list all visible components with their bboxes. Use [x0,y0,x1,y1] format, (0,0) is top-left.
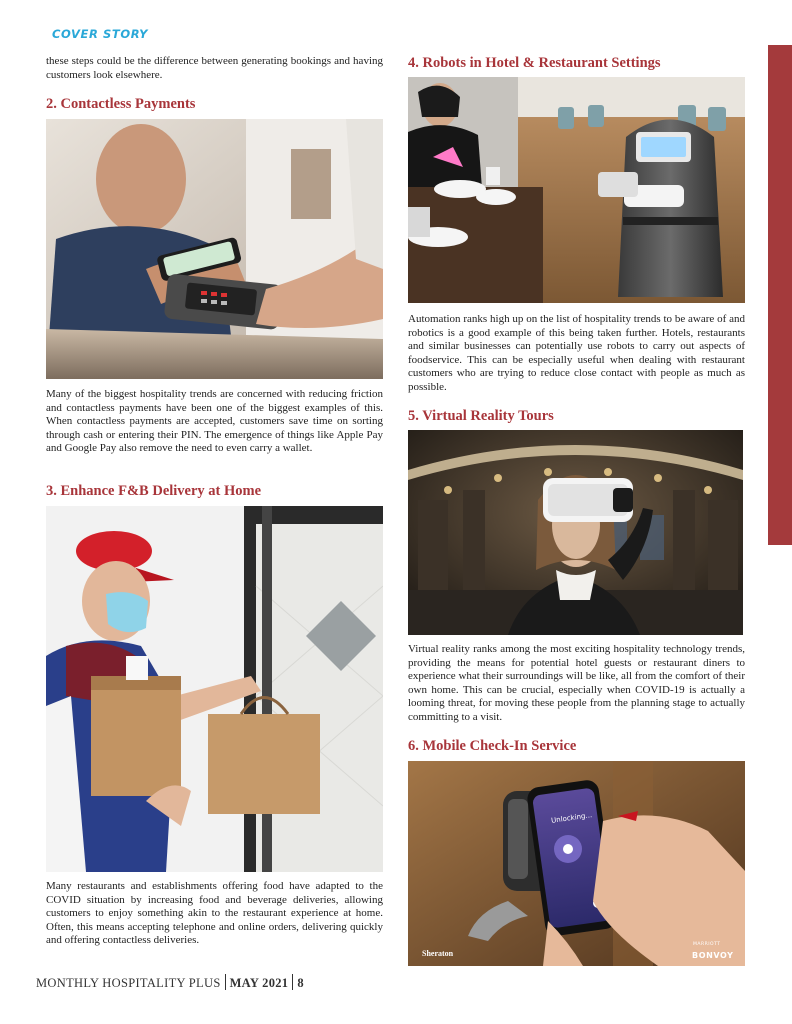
marriott-logo-small: MARRIOTT [693,942,721,947]
photo-contactless-payment [46,119,383,379]
footer-divider [292,974,293,990]
photo-service-robot [408,77,745,303]
vr-tours-paragraph: Virtual reality ranks among the most exciting hospitality technology trends, providing the means for potential hotel guests or restaurant diners to experience what their surroundings will be like, all from the comfort of their own home. This can be crucial, especially when COVID-19 is actually a looming threat, for moving these people from the planning stage to actually committing to a visit. [408,643,745,723]
mobile-checkin-illustration [408,761,745,966]
bonvoy-logo: BONVOY [692,951,734,960]
robots-paragraph: Automation ranks high up on the list of hospitality trends to be aware of and robotics is a good example of this being taken further. Hotels, restaurants and similar businesses can potentially use robots to carry out aspects of foodservice. This can be especially useful when dealing with restaurant customers who are trying to reduce close contact with people as much as possible. [408,313,745,393]
photo-vr-tour [408,430,743,635]
publication-name: MONTHLY HOSPITALITY PLUS [36,976,221,990]
vr-tour-illustration [408,430,743,635]
photo-food-delivery [46,506,383,872]
phone-screen-status: Unlocking... [550,811,593,825]
fb-delivery-paragraph: Many restaurants and establishments offering food have adapted to the COVID situation by increasing food and beverage deliveries, allowing customers to enjoy something akin to the restaurant experience at home. Often, this means accepting telephone and online orders, delivering quickly and offering contactless deliveries. [46,880,383,947]
heading-fb-delivery: 3. Enhance F&B Delivery at Home [46,483,262,499]
heading-vr-tours: 5. Virtual Reality Tours [408,408,554,424]
footer-divider [225,974,226,990]
page-footer [36,974,304,991]
sheraton-logo: Sheraton [422,949,454,958]
intro-paragraph: these steps could be the difference between generating bookings and having customers look elsewhere. [46,55,383,81]
issue-date: MAY 2021 [229,976,289,990]
section-tag: COVER STORY [52,27,149,41]
heading-contactless-payments: 2. Contactless Payments [46,96,196,112]
contactless-payment-illustration [46,119,383,379]
contactless-payments-paragraph: Many of the biggest hospitality trends are concerned with reducing friction and contactless payments have been one of the biggest examples of this. When contactless payments are accepted, customers save time on sorting through cash or entering their PIN. The emergence of things like Apple Pay and Google Pay also remove the need to even carry a wallet. [46,388,383,455]
sidebar-accent-bar [768,45,792,545]
food-delivery-illustration [46,506,383,872]
service-robot-illustration [408,77,745,303]
heading-robots: 4. Robots in Hotel & Restaurant Settings [408,55,661,71]
photo-mobile-checkin [408,761,745,966]
heading-mobile-checkin: 6. Mobile Check-In Service [408,738,577,754]
page-number: 8 [297,976,304,990]
